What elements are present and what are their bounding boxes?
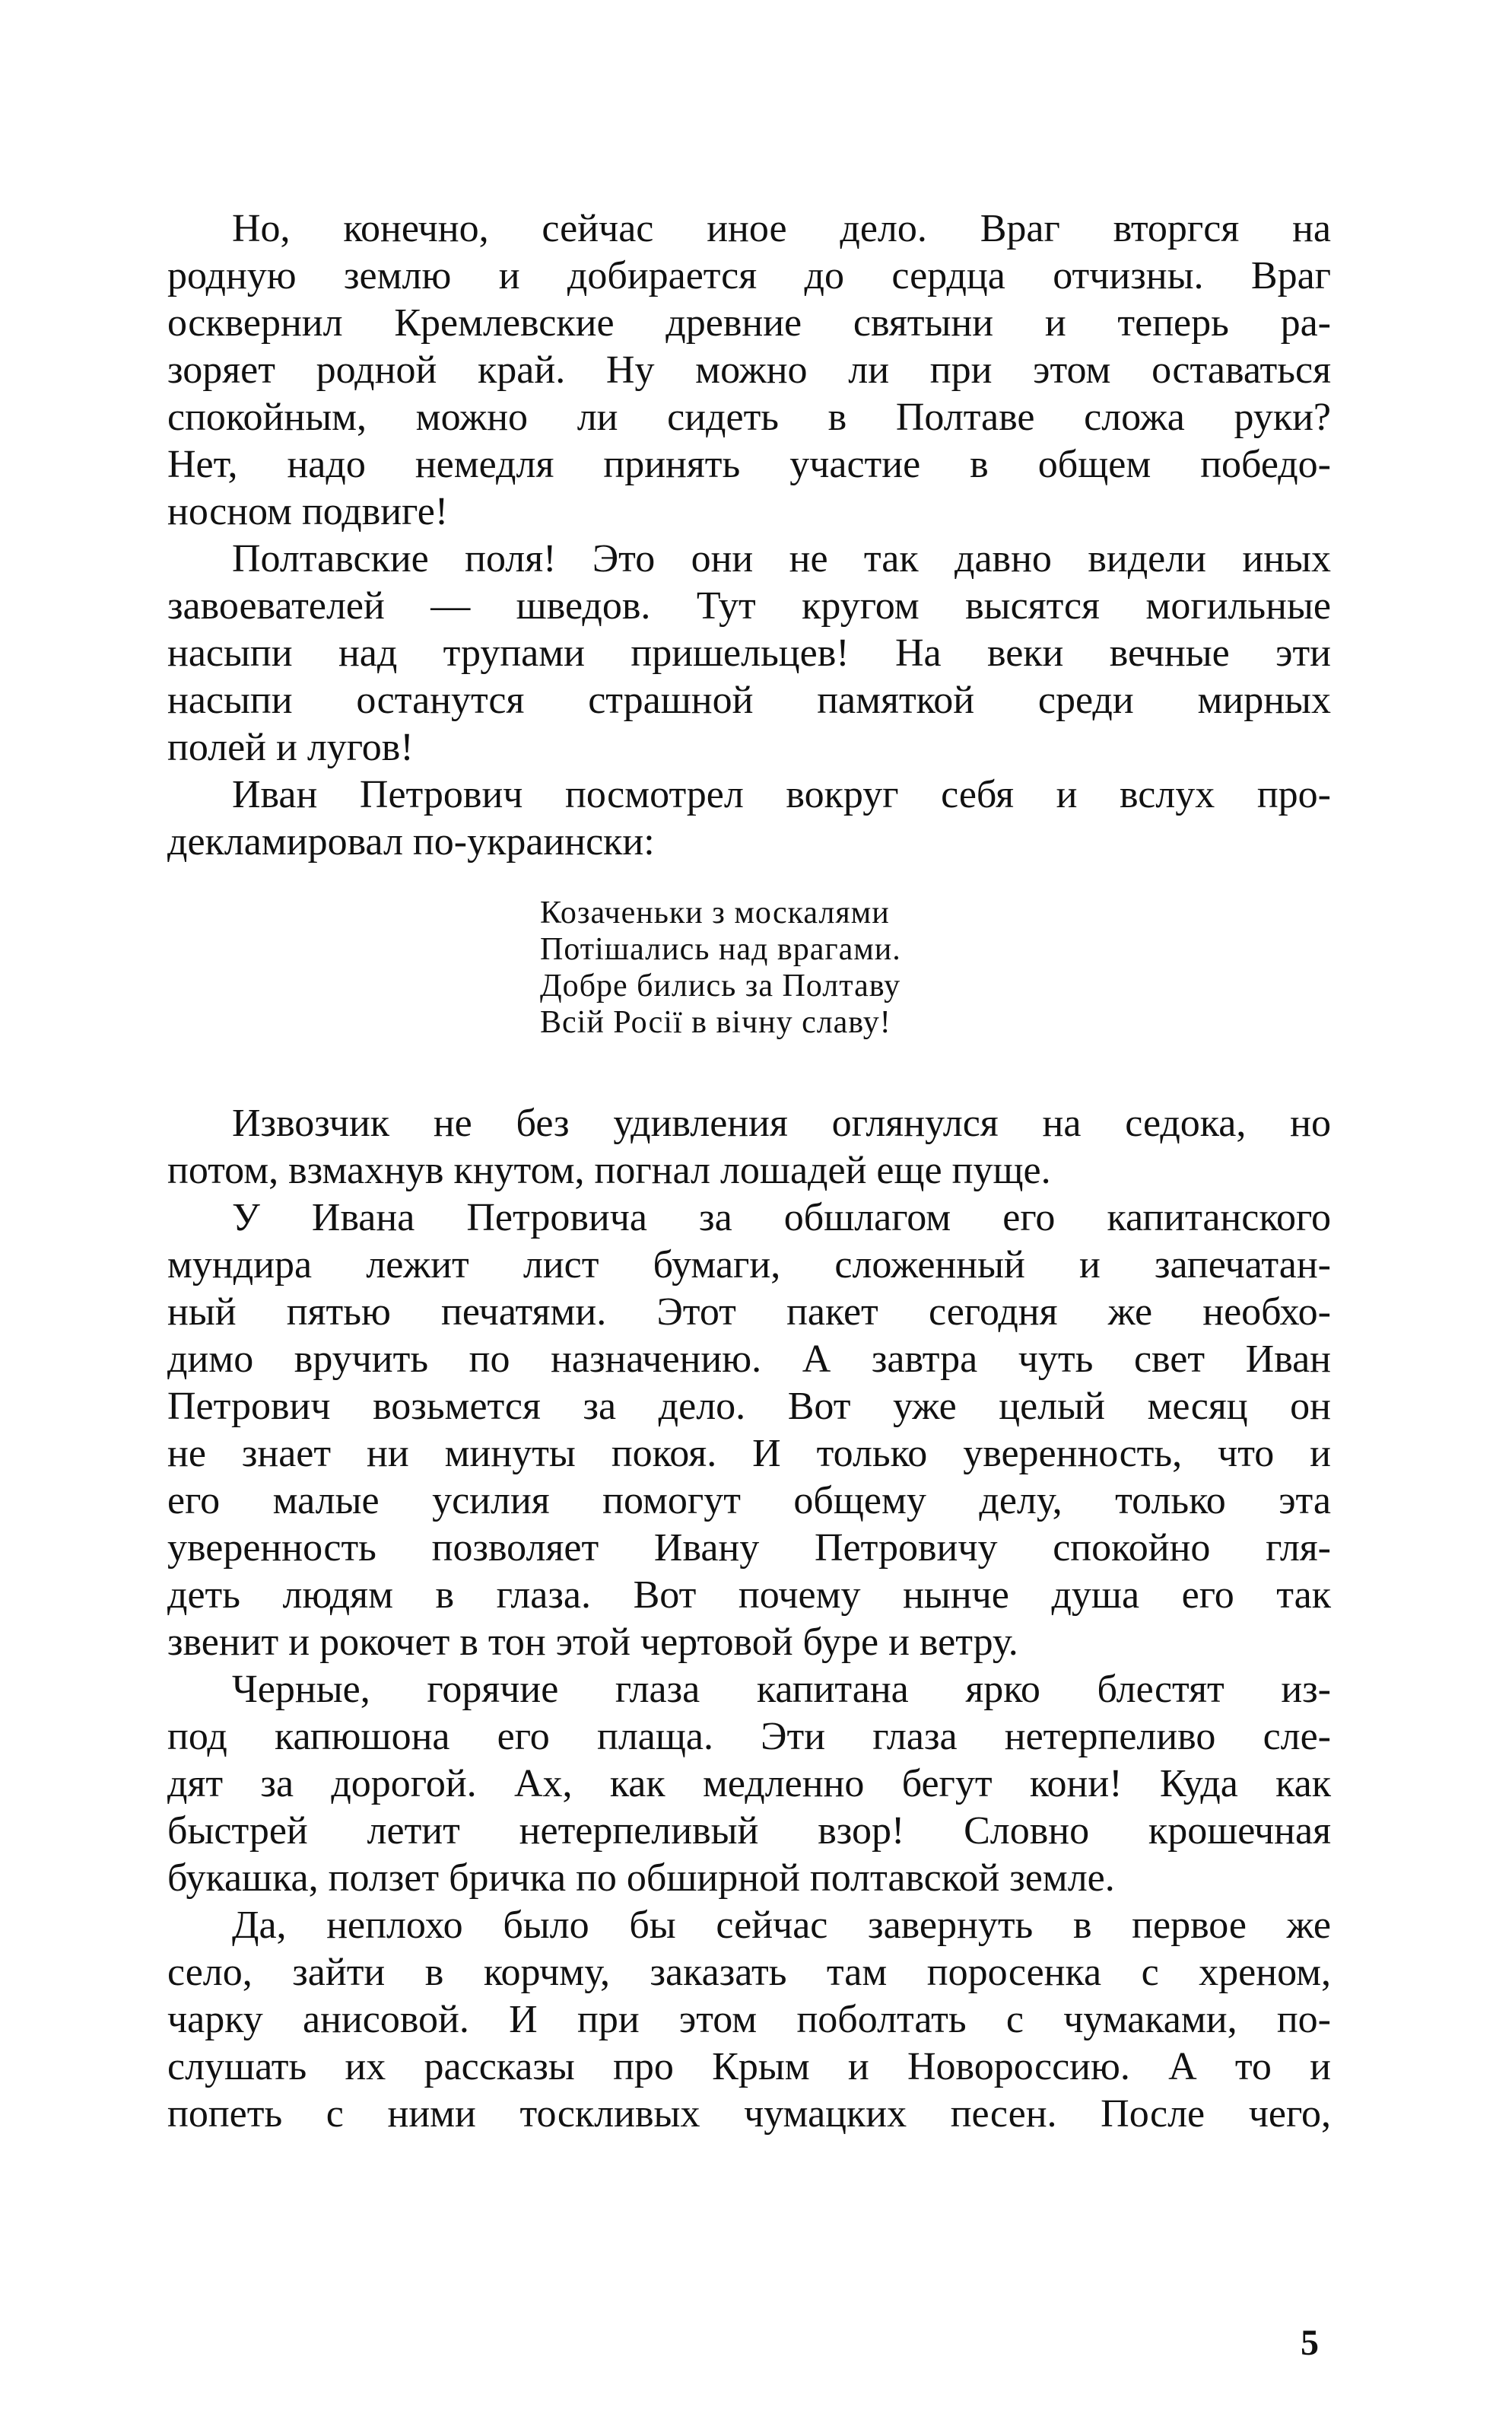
text-line: декламировал по-украински: <box>167 820 655 864</box>
text-line: родную землю и добирается до сердца отчизны. Враг <box>167 254 1331 297</box>
text-line: деть людям в глаза. Вот почему нынче душа его так <box>167 1573 1331 1617</box>
text-line: Петрович возьмется за дело. Вот уже целый месяц он <box>167 1385 1331 1428</box>
text-line: Иван Петрович посмотрел вокруг себя и вслух про- <box>232 773 1331 816</box>
paragraph-4 <box>167 1100 1331 1194</box>
text-line: завоевателей — шведов. Тут кругом высятся могильные <box>167 584 1331 628</box>
paragraph-2 <box>167 536 1331 771</box>
paragraph-6 <box>167 1666 1331 1902</box>
text-line: село, зайти в корчму, заказать там поросенка с хреном, <box>167 1951 1331 1994</box>
text-line: осквернил Кремлевские древние святыни и теперь ра- <box>167 301 1331 345</box>
text-line: быстрей летит нетерпеливый взор! Словно крошечная <box>167 1809 1331 1853</box>
text-line: букашка, ползет бричка по обширной полтавской земле. <box>167 1856 1115 1900</box>
text-line: Да, неплохо было бы сейчас завернуть в первое же <box>232 1904 1331 1947</box>
text-line: насыпи над трупами пришельцев! На веки вечные эти <box>167 631 1331 675</box>
verse-line: Добре бились за Полтаву <box>540 969 901 1003</box>
verse-line: Козаченьки з москалями <box>540 895 890 930</box>
page-number: 5 <box>1301 2323 1319 2363</box>
text-line: звенит и рокочет в тон этой чертовой буре и ветру. <box>167 1621 1018 1664</box>
text-line: зоряет родной край. Ну можно ли при этом оставаться <box>167 348 1331 392</box>
text-line: ный пятью печатями. Этот пакет сегодня же необхо- <box>167 1290 1331 1334</box>
text-line: полей и лугов! <box>167 726 414 769</box>
text-line: Полтавские поля! Это они не так давно видели иных <box>232 537 1331 580</box>
paragraph-5 <box>167 1194 1331 1666</box>
text-line: слушать их рассказы про Крым и Новороссию. А то и <box>167 2045 1331 2088</box>
text-line: насыпи останутся страшной памяткой среди мирных <box>167 679 1331 722</box>
text-line: спокойным, можно ли сидеть в Полтаве сложа руки? <box>167 396 1331 439</box>
text-line: попеть с ними тоскливых чумацких песен. После чего, <box>167 2092 1331 2136</box>
text-line: мундира лежит лист бумаги, сложенный и запечатан- <box>167 1243 1331 1287</box>
text-line: дят за дорогой. Ах, как медленно бегут кони! Куда как <box>167 1762 1331 1805</box>
verse-line: Всій Росії в вічну славу! <box>540 1005 891 1040</box>
text-line: димо вручить по назначению. А завтра чуть свет Иван <box>167 1337 1331 1381</box>
paragraph-1 <box>167 205 1331 536</box>
text-line: Черные, горячие глаза капитана ярко блестят из- <box>232 1668 1331 1711</box>
text-line: не знает ни минуты покоя. И только уверенность, что и <box>167 1432 1331 1475</box>
text-line: под капюшона его плаща. Эти глаза нетерпеливо сле- <box>167 1715 1331 1758</box>
verse-line: Потішались над врагами. <box>540 932 901 967</box>
text-line: Но, конечно, сейчас иное дело. Враг вторгся на <box>232 207 1331 250</box>
text-line: уверенность позволяет Ивану Петровичу спокойно гля- <box>167 1526 1331 1570</box>
text-line: чарку анисовой. И при этом поболтать с чумаками, по- <box>167 1998 1331 2041</box>
text-line: потом, взмахнув кнутом, погнал лошадей еще пуще. <box>167 1149 1051 1192</box>
paragraph-7 <box>167 1902 1331 2138</box>
text-line: носном подвиге! <box>167 490 449 533</box>
text-line: У Ивана Петровича за обшлагом его капитанского <box>232 1196 1331 1239</box>
text-line: его малые усилия помогут общему делу, только эта <box>167 1479 1331 1522</box>
verse <box>540 895 901 1041</box>
text-line: Извозчик не без удивления оглянулся на седока, но <box>232 1102 1331 1145</box>
text-line: Нет, надо немедля принять участие в общем победо- <box>167 443 1331 486</box>
paragraph-3 <box>167 771 1331 866</box>
